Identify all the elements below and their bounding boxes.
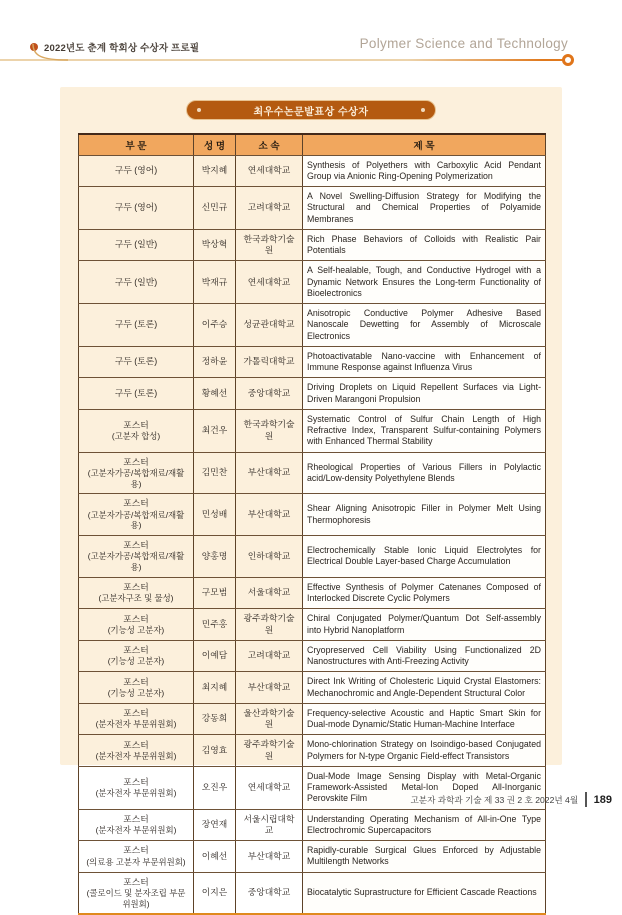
cell-category-line2: (기능성 고분자)	[107, 656, 165, 667]
table-row	[79, 536, 546, 578]
cell-affiliation: 연세대학교	[236, 155, 303, 187]
award-banner	[186, 100, 436, 120]
divider-ring-icon	[562, 54, 574, 66]
cell-name: 박재규	[194, 261, 236, 304]
cell-title: Rapidly-curable Surgical Glues Enforced by Adjustable Multilength Networks	[303, 841, 546, 873]
cell-affiliation: 한국과학기술원	[236, 229, 303, 261]
cell-category-line1: 포스터	[123, 739, 149, 750]
cell-name: 박지혜	[194, 155, 236, 187]
cell-category-line2: (고분자 합성)	[111, 430, 161, 441]
table-row	[79, 229, 546, 261]
table-row	[79, 261, 546, 304]
column-header: 부 문	[79, 134, 194, 155]
table-row	[79, 841, 546, 873]
cell-affiliation: 서울대학교	[236, 577, 303, 609]
cell-category	[79, 536, 194, 578]
cell-category-line1: 구두 (일반)	[114, 239, 158, 250]
cell-affiliation: 부산대학교	[236, 672, 303, 704]
cell-name: 구모범	[194, 577, 236, 609]
cell-category	[79, 378, 194, 410]
cell-category-line1: 구두 (토론)	[114, 387, 158, 398]
cell-title: Mono-chlorination Strategy on Isoindigo-based Conjugated Polymers for N-type Organic Field-effect Transistors	[303, 735, 546, 767]
cell-title: Photoactivatable Nano-vaccine with Enhancement of Immune Response against Influenza Virus	[303, 346, 546, 378]
cell-title: Rich Phase Behaviors of Colloids with Realistic Pair Potentials	[303, 229, 546, 261]
cell-category-line1: 구두 (토론)	[114, 319, 158, 330]
cell-title: Shear Aligning Anisotropic Filler in Polymer Melt Using Thermophoresis	[303, 494, 546, 536]
cell-category-line2: (기능성 고분자)	[107, 624, 165, 635]
cell-affiliation: 부산대학교	[236, 452, 303, 494]
table-header-row	[79, 134, 546, 155]
cell-category-line2: (의료용 고분자 부문위원회)	[86, 856, 186, 867]
cell-category-line1: 포스터	[123, 456, 149, 467]
header-left-title: 2022년도 춘계 학회상 수상자 프로필	[44, 43, 200, 54]
cell-category-line1: 구두 (일반)	[114, 276, 158, 287]
cell-affiliation: 연세대학교	[236, 261, 303, 304]
cell-title: Driving Droplets on Liquid Repellent Surfaces via Light-Driven Marangoni Propulsion	[303, 378, 546, 410]
cell-category-line1: 포스터	[123, 708, 149, 718]
header-curve-decoration	[28, 42, 68, 64]
cell-category-line1: 포스터	[123, 419, 149, 430]
cell-title: A Self-healable, Tough, and Conductive Hydrogel with a Dynamic Network Ensures the Long-term Functionality of Bioelectronics	[303, 261, 546, 304]
cell-affiliation: 중앙대학교	[236, 378, 303, 410]
cell-category	[79, 766, 194, 809]
table-row	[79, 872, 546, 914]
column-header: 성 명	[194, 134, 236, 155]
table-row	[79, 577, 546, 609]
cell-category-line1: 포스터	[123, 645, 149, 655]
cell-name: 이지은	[194, 872, 236, 914]
cell-category	[79, 609, 194, 641]
cell-name: 김민찬	[194, 452, 236, 494]
cell-category-line1: 포스터	[123, 540, 149, 550]
cell-category-line1: 구두 (영어)	[114, 165, 158, 176]
cell-category	[79, 452, 194, 494]
cell-category-line2: (분자전자 부문위원회)	[95, 719, 177, 730]
cell-affiliation: 광주과학기술원	[236, 735, 303, 767]
cell-affiliation: 고려대학교	[236, 640, 303, 672]
cell-affiliation: 성균관대학교	[236, 304, 303, 347]
page-header	[0, 0, 622, 70]
cell-name: 이예담	[194, 640, 236, 672]
cell-category-line1: 포스터	[123, 582, 149, 592]
cell-category-line1: 구두 (영어)	[114, 202, 158, 213]
cell-category-line1: 포스터	[123, 676, 149, 687]
cell-affiliation: 연세대학교	[236, 766, 303, 809]
cell-category	[79, 872, 194, 914]
pill-dot-icon	[197, 108, 201, 112]
cell-title: Cryopreserved Cell Viability Using Functionalized 2D Nanostructures with Anti-Freezing Activity	[303, 640, 546, 672]
cell-title: Effective Synthesis of Polymer Catenanes Composed of Interlocked Discrete Cyclic Polymers	[303, 577, 546, 609]
cell-category	[79, 703, 194, 735]
cell-title: Synthesis of Polyethers with Carboxylic Acid Pendant Group via Anionic Ring-Opening Polymerization	[303, 155, 546, 187]
cell-category	[79, 409, 194, 452]
cell-category	[79, 346, 194, 378]
cell-name: 민주홍	[194, 609, 236, 641]
cell-affiliation: 고려대학교	[236, 187, 303, 230]
cell-category	[79, 494, 194, 536]
cell-title: Rheological Properties of Various Fillers in Polylactic acid/Low-density Polyethylene Blends	[303, 452, 546, 494]
cell-category	[79, 809, 194, 841]
cell-category	[79, 187, 194, 230]
table-row	[79, 304, 546, 347]
page-footer	[410, 792, 612, 807]
cell-title: Systematic Control of Sulfur Chain Length of High Refractive Index, Transparent Sulfur-containing Polymers with Enhanced Thermal Stability	[303, 409, 546, 452]
cell-category-line1: 포스터	[123, 613, 149, 624]
cell-affiliation: 서울시립대학교	[236, 809, 303, 841]
cell-title: Understanding Operating Mechanism of All-in-One Type Electrochromic Supercapacitors	[303, 809, 546, 841]
cell-category	[79, 672, 194, 704]
cell-name: 박상혁	[194, 229, 236, 261]
cell-affiliation: 인하대학교	[236, 536, 303, 578]
cell-name: 이주승	[194, 304, 236, 347]
cell-category	[79, 229, 194, 261]
cell-affiliation: 한국과학기술원	[236, 409, 303, 452]
cell-name: 민성배	[194, 494, 236, 536]
table-row	[79, 809, 546, 841]
cell-name: 김영효	[194, 735, 236, 767]
cell-category	[79, 155, 194, 187]
cell-category-line1: 포스터	[123, 813, 149, 824]
cell-title: Electrochemically Stable Ionic Liquid Electrolytes for Electrical Double Layer-based Charge Accumulation	[303, 536, 546, 578]
table-header	[79, 134, 546, 155]
header-right-title: Polymer Science and Technology	[359, 36, 568, 51]
cell-category	[79, 261, 194, 304]
table-row	[79, 452, 546, 494]
cell-category-line2: (고분자가공/복합재료/재활용)	[87, 509, 185, 531]
cell-affiliation: 중앙대학교	[236, 872, 303, 914]
cell-affiliation: 울산과학기술원	[236, 703, 303, 735]
cell-affiliation: 부산대학교	[236, 841, 303, 873]
award-banner-title: 최우수논문발표상 수상자	[253, 106, 369, 118]
cell-category-line2: (분자전자 부문위원회)	[95, 825, 177, 835]
cell-title: Dual-Mode Image Sensing Display with Metal-Organic Framework-Assisted Metal-Ion Doped All-Inorganic Perovskite Film	[303, 766, 546, 809]
cell-category-line2: (콜로이드 및 분자조립 부문위원회)	[86, 887, 186, 909]
cell-category-line2: (분자전자 부문위원회)	[95, 787, 177, 798]
column-header: 소 속	[236, 134, 303, 155]
cell-name: 최건우	[194, 409, 236, 452]
cell-category-line2: (고분자구조 및 물성)	[98, 593, 174, 604]
cell-name: 이혜선	[194, 841, 236, 873]
cell-title: Anisotropic Conductive Polymer Adhesive Based Nanoscale Dewetting for Assembly of Microscale Electronics	[303, 304, 546, 347]
cell-category-line1: 구두 (토론)	[114, 356, 158, 367]
table-row	[79, 640, 546, 672]
pill-dot-icon	[421, 108, 425, 112]
cell-affiliation: 광주과학기술원	[236, 609, 303, 641]
footer-journal-info: 고분자 과학과 기술 제 33 권 2 호 2022년 4월	[410, 794, 579, 805]
cell-category-line2: (기능성 고분자)	[107, 687, 165, 698]
footer-page-number: 189	[593, 793, 612, 806]
cell-category	[79, 735, 194, 767]
cell-name: 신민규	[194, 187, 236, 230]
cell-name: 황혜선	[194, 378, 236, 410]
cell-title: Direct Ink Writing of Cholesteric Liquid Crystal Elastomers: Mechanochromic and Angle-Dependent Structural Color	[303, 672, 546, 704]
table-row	[79, 672, 546, 704]
cell-affiliation: 부산대학교	[236, 494, 303, 536]
header-rule	[0, 59, 566, 61]
table-row	[79, 494, 546, 536]
cell-category-line1: 포스터	[123, 498, 149, 509]
cell-name: 최지혜	[194, 672, 236, 704]
table-row	[79, 187, 546, 230]
cell-category	[79, 640, 194, 672]
cell-name: 오진우	[194, 766, 236, 809]
table-row	[79, 703, 546, 735]
cell-category-line2: (고분자가공/복합재료/재활용)	[87, 467, 185, 489]
cell-category	[79, 304, 194, 347]
table-row	[79, 155, 546, 187]
cell-category-line2: (분자전자 부문위원회)	[95, 750, 177, 761]
cell-title: Chiral Conjugated Polymer/Quantum Dot Self-assembly into Hybrid Nanoplatform	[303, 609, 546, 641]
cell-title: Frequency-selective Acoustic and Haptic Smart Skin for Dual-mode Dynamic/Static Human-Machine Interface	[303, 703, 546, 735]
cell-category-line1: 포스터	[123, 776, 149, 787]
cell-category	[79, 841, 194, 873]
cell-name: 장연재	[194, 809, 236, 841]
cell-category-line1: 포스터	[123, 845, 149, 856]
footer-separator	[585, 792, 587, 807]
cell-name: 강동희	[194, 703, 236, 735]
cell-category	[79, 577, 194, 609]
table-row	[79, 346, 546, 378]
table-row	[79, 609, 546, 641]
cell-category-line1: 포스터	[123, 876, 149, 887]
table-row	[79, 378, 546, 410]
cell-name: 양홍명	[194, 536, 236, 578]
table-row	[79, 735, 546, 767]
cell-category-line2: (고분자가공/복합재료/재활용)	[87, 551, 185, 572]
table-row	[79, 409, 546, 452]
cell-affiliation: 가톨릭대학교	[236, 346, 303, 378]
cell-title: A Novel Swelling-Diffusion Strategy for Modifying the Structural and Chemical Properties of Polyamide Membranes	[303, 187, 546, 230]
column-header: 제 목	[303, 134, 546, 155]
cell-title: Biocatalytic Suprastructure for Efficient Cascade Reactions	[303, 872, 546, 914]
cell-name: 정하윤	[194, 346, 236, 378]
